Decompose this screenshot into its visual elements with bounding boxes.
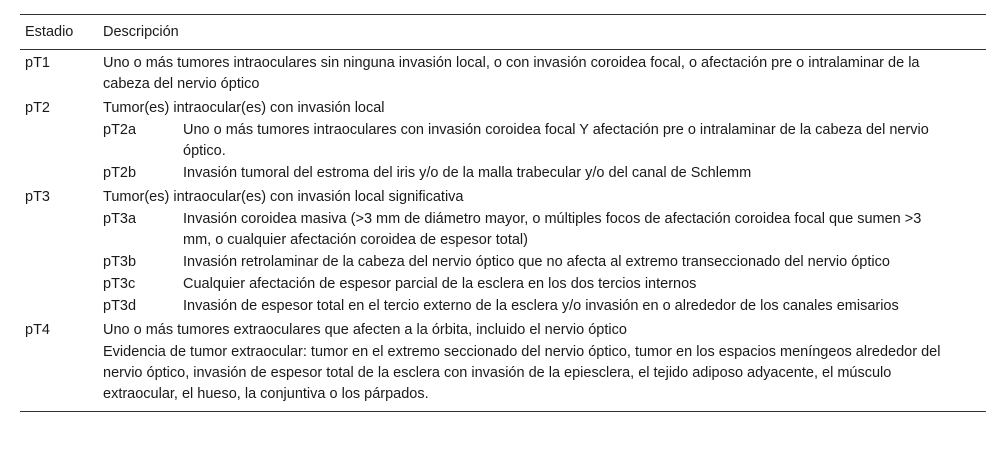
substage-code: pT3a [103,211,137,227]
substage-text: Invasión coroidea masiva (>3 mm de diámetro mayor, o múltiples focos de afectación coroidea focal que sumen >3 mm, o cualquier afectación coroidea de espesor total) [183,211,922,248]
substage-code: pT3d [103,298,137,314]
table-row [20,319,986,411]
stage-description: Tumor(es) intraocular(es) con invasión local significativa [103,189,464,205]
substage-code: pT2b [103,165,137,181]
stage-description: Uno o más tumores intraoculares sin ninguna invasión local, o con invasión coroidea focal, o afectación pre o intralaminar de la cabeza del nervio óptico [103,55,920,92]
header-stage: Estadio [25,24,74,40]
staging-table [20,14,986,412]
substage-row [103,274,986,295]
substage-text: Invasión tumoral del estroma del iris y/o de la malla trabecular y/o del canal de Schlemm [183,165,752,181]
substage-row [103,296,986,317]
substage-text: Invasión retrolaminar de la cabeza del nervio óptico que no afecta al extremo transeccionado del nervio óptico [183,254,890,270]
stage-code: pT1 [25,55,50,71]
header-description: Descripción [103,24,179,40]
table-header [20,15,986,50]
substage-row [103,209,986,251]
stage-code: pT3 [25,189,50,205]
substage-code: pT2a [103,122,137,138]
substage-code: pT3c [103,276,136,292]
substage-text: Cualquier afectación de espesor parcial de la esclera en los dos tercios internos [183,276,697,292]
substage-row [103,252,986,273]
stage-code: pT4 [25,322,50,338]
stage-code: pT2 [25,100,50,116]
table-row [20,97,986,184]
substage-text: Invasión de espesor total en el tercio externo de la esclera y/o invasión en o alrededor de los canales emisarios [183,298,899,314]
table-row [20,52,986,95]
substage-text: Uno o más tumores intraoculares con invasión coroidea focal Y afectación pre o intralaminar de la cabeza del nervio óptico. [183,122,929,159]
table-row [20,186,986,317]
substage-row [103,163,986,184]
substage-row [103,120,986,162]
stage-description: Tumor(es) intraocular(es) con invasión local [103,100,385,116]
stage-description: Uno o más tumores extraoculares que afecten a la órbita, incluido el nervio óptico [103,322,627,338]
stage-extra-description: Evidencia de tumor extraocular: tumor en el extremo seccionado del nervio óptico, tumor en los espacios meníngeos alrededor del nervio óptico, invasión de espesor total de la esclera con invasión de la epiesclera, el tejido adiposo adyacente, el músculo extraocular, el hueso, la conjuntiva o los párpados. [103,344,941,402]
substage-code: pT3b [103,254,137,270]
